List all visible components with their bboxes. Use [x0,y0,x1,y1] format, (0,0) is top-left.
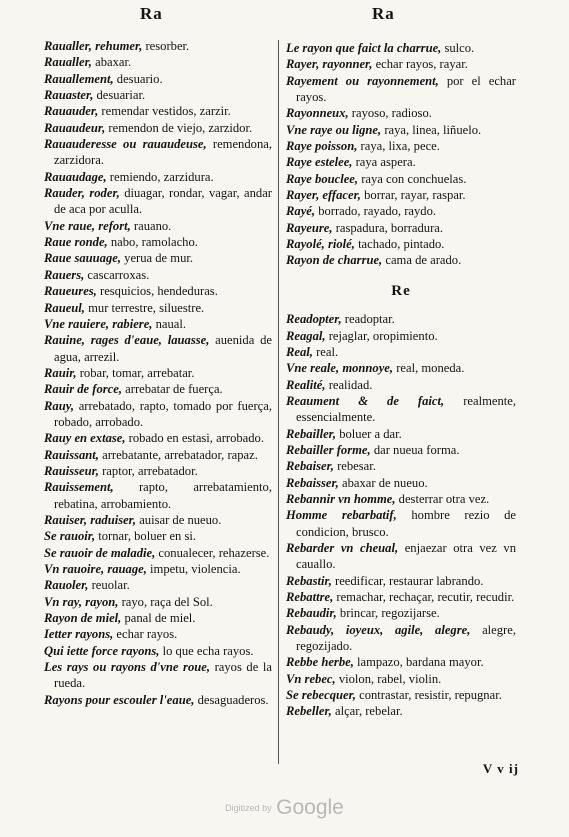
dictionary-entry [44,692,272,708]
left-column [44,38,272,708]
entry-translation: raya aspera. [355,155,416,170]
entry-headword: Raue ronde, [44,235,108,250]
entry-translation: lampazo, bardana mayor. [357,655,484,670]
entry-headword: Vne raue, refort, [44,218,131,233]
entry-translation: hombre rezio de condicion, brusco. [296,508,517,539]
entry-translation: reuolar. [91,578,130,593]
dictionary-entry [44,136,272,169]
entry-translation: desuario. [116,71,163,86]
entry-headword: Rebannir vn homme, [286,491,396,506]
entry-headword: Vn rebec, [286,671,336,686]
dictionary-entry [286,377,516,393]
entry-headword: Rebaisser, [286,475,339,490]
entry-translation: nabo, ramolacho. [110,235,198,250]
entry-translation: diuagar, rondar, vagar, andar de aca por aculla. [54,186,272,217]
entry-translation: desterrar otra vez. [398,491,490,506]
dictionary-entry [44,430,272,446]
entry-headword: Reaument & de faict, [286,393,445,408]
entry-headword: Raye poisson, [286,139,358,154]
entry-headword: Rauder, roder, [44,186,120,201]
entry-headword: Rebattre, [286,590,334,604]
ra-entries [286,40,516,269]
entry-headword: Rayolé, riolé, [286,237,355,252]
dictionary-entry [44,54,272,70]
entry-translation: raya, linea, liñuelo. [384,122,482,137]
entry-headword: Rauallеr, rehumer, [44,39,143,53]
entry-translation: realidad. [328,377,373,392]
dictionary-entry [286,122,516,138]
entry-translation: realmente, essencialmente. [296,393,516,425]
entry-translation: rapto, arrebatamiento, rebatina, arrobamiento. [54,480,272,511]
entry-headword: Se rebecquer, [286,688,356,703]
running-head-right: Ra [372,4,395,23]
entry-translation: remiendo, zarzidura. [109,169,214,184]
entry-headword: Rauir de force, [44,382,123,397]
section-heading-re: Re [391,282,411,299]
entry-translation: enjaezar otra vez vn cauallo. [296,540,517,572]
dictionary-entry [44,463,272,479]
entry-headword: Real, [286,344,313,359]
entry-translation: alegre, regozijado. [296,622,516,654]
entry-translation: contrastar, resistir, repugnar. [359,688,502,703]
dictionary-entry [44,545,272,561]
entry-headword: Rayeure, [286,220,333,235]
entry-headword: Rauallement, [44,71,114,86]
right-column [286,40,516,720]
entry-translation: raspadura, borradura. [335,220,444,235]
entry-headword: Rebailler, [286,426,337,441]
dictionary-entry [44,528,272,544]
dictionary-entry [286,138,516,154]
entry-headword: Rebeller, [286,704,332,719]
entry-translation: arrebatar de fuerça. [125,382,223,397]
dictionary-entry [44,250,272,266]
dictionary-entry [286,154,516,170]
entry-headword: Rayé, [286,204,316,219]
dictionary-entry [44,103,272,119]
entry-translation: violon, rabel, violin. [338,671,442,686]
dictionary-entry [286,252,516,268]
entry-translation: raya, lixa, pece. [360,139,440,154]
entry-headword: Rauiser, raduiser, [44,512,137,527]
entry-headword: Vne raye ou ligne, [286,122,382,137]
dictionary-entry [286,475,516,491]
dictionary-entry [44,234,272,250]
entry-headword: Rebaudir, [286,606,337,621]
entry-headword: Rauir, [44,365,77,380]
dictionary-entry [44,610,272,626]
entry-translation: panal de miel. [124,611,196,626]
entry-translation: tachado, pintado. [358,237,445,252]
entry-headword: Raue sauuage, [44,251,121,266]
entry-translation: resorber. [145,39,190,53]
watermark-prefix: Digitized by [225,803,272,813]
entry-translation: real, moneda. [396,361,465,376]
dictionary-entry [286,573,516,589]
entry-translation: tornar, boluer en si. [98,529,197,544]
entry-headword: Rauissant, [44,447,99,462]
entry-headword: Raye bouclee, [286,171,359,186]
entry-translation: abaxar de nueuo. [342,475,428,490]
dictionary-entry [44,398,272,431]
entry-translation: cascarroxas. [87,267,150,282]
entry-translation: raya con conchuelas. [361,171,467,186]
entry-headword: Rauy en extase, [44,431,126,446]
entry-translation: auisar de nueuo. [139,512,222,527]
entry-translation: remendar vestidos, zarzir. [101,104,231,119]
entry-translation: abaxar. [95,55,132,70]
dictionary-entry [286,328,516,344]
entry-translation: borrado, rayado, raydo. [318,204,437,219]
entry-translation: sulco. [444,41,475,55]
dictionary-entry [286,393,516,426]
entry-translation: desuariar. [96,88,146,103]
entry-headword: Realité, [286,377,326,392]
dictionary-entry [286,236,516,252]
dictionary-entry [44,169,272,185]
dictionary-entry [44,561,272,577]
entry-headword: Rebbe herbe, [286,655,354,670]
entry-headword: Rayement ou rayonnement, [286,73,439,88]
entry-translation: echar rayos. [116,627,178,642]
dictionary-entry [286,687,516,703]
entry-translation: brincar, regozijarse. [339,606,440,621]
entry-translation: real. [316,344,339,359]
entry-headword: Rayon de miel, [44,611,122,626]
dictionary-entry [286,589,516,605]
dictionary-entry [286,671,516,687]
entry-translation: boluer a dar. [339,426,402,441]
entry-translation: rauano. [133,218,172,233]
entry-headword: Rauine, rages d'eaue, lauasse, [44,333,210,348]
entry-headword: Rauauderesse ou rauaudeuse, [44,137,207,152]
dictionary-entry [286,491,516,507]
entry-headword: Se rauoir, [44,529,96,544]
entry-headword: Rayer, rayonner, [286,57,373,72]
dictionary-entry [286,73,516,106]
dictionary-entry [286,171,516,187]
dictionary-entry [44,643,272,659]
dictionary-entry [286,458,516,474]
dictionary-entry [44,479,272,512]
entry-translation: raptor, arrebatador. [102,463,198,478]
entry-headword: Les rays ou rayons d'vne roue, [44,660,210,675]
entry-translation: remendon de viejo, zarzidor. [108,120,253,135]
dictionary-entry [44,71,272,87]
entry-headword: Raueures, [44,284,97,299]
entry-translation: echar rayos, rayar. [375,57,468,72]
entry-translation: mur terrestre, siluestre. [88,300,205,315]
dictionary-entry [44,512,272,528]
entry-translation: yerua de mur. [124,251,194,266]
entry-translation: por el echar rayos. [296,73,516,105]
entry-headword: Ietter rayons, [44,627,114,642]
entry-translation: rebesar. [337,459,376,474]
dictionary-entry [44,447,272,463]
dictionary-entry [44,185,272,218]
dictionary-entry [44,38,272,54]
entry-headword: Rauaudage, [44,169,107,184]
entry-headword: Raye estelee, [286,155,353,170]
entry-translation: arrebatado, rapto, tomado por fuerça, robado, arrobado. [54,398,272,429]
dictionary-entry [44,87,272,103]
dictionary-entry [44,120,272,136]
dictionary-entry [286,344,516,360]
entry-headword: Vne rauiere, rabiere, [44,316,153,331]
dictionary-entry [286,426,516,442]
entry-translation: desaguaderos. [197,692,269,707]
entry-translation: robado en estasi, arrobado. [128,431,265,446]
entry-headword: Rebaiser, [286,459,334,474]
entry-translation: dar nueua forma. [373,442,460,457]
entry-translation: rayos de la rueda. [54,660,272,691]
dictionary-entry [286,56,516,72]
entry-headword: Vne reale, monnoye, [286,361,394,376]
dictionary-entry [286,654,516,670]
entry-headword: Rayonneux, [286,106,349,121]
dictionary-entry [286,220,516,236]
dictionary-entry [44,316,272,332]
entry-translation: resquicios, hendeduras. [100,284,218,299]
watermark-logo: Google [276,796,344,819]
dictionary-entry [44,381,272,397]
entry-headword: Rayon de charrue, [286,253,383,268]
dictionary-entry [44,365,272,381]
dictionary-entry [286,360,516,376]
entry-translation: arrebatante, arrebatador, rapaz. [102,447,258,462]
dictionary-entry [44,267,272,283]
entry-translation: impetu, violencia. [150,562,241,576]
entry-headword: Rauisseur, [44,463,99,478]
entry-translation: rayoso, radioso. [351,106,432,121]
entry-headword: Rebailler forme, [286,442,371,457]
entry-translation: cama de arado. [385,253,462,268]
dictionary-entry [286,507,516,540]
dictionary-entry [286,311,516,327]
entry-headword: Rauallеr, [44,55,92,70]
dictionary-entry [44,577,272,593]
entry-headword: Rauy, [44,398,74,413]
entry-headword: Rayons pour escouler l'eaue, [44,692,195,707]
entry-translation: robar, tomar, arrebatar. [79,365,195,380]
dictionary-entry [286,442,516,458]
entry-translation: readoptar. [344,312,395,327]
dictionary-entry [286,105,516,121]
dictionary-entry [44,332,272,365]
entry-headword: Vn rauoire, rauage, [44,562,147,576]
dictionary-entry [286,622,516,655]
dictionary-entry [286,203,516,219]
entry-translation: auenida de agua, arrezil. [54,333,272,364]
running-head-left: Ra [140,4,163,23]
dictionary-entry [44,300,272,316]
entry-headword: Rebastir, [286,573,332,588]
dictionary-entry [44,594,272,610]
entry-translation: remachar, rechaçar, recutir, recudir. [336,590,515,604]
entry-headword: Rebaudy, ioyeux, agile, alegre, [286,622,471,637]
entry-headword: Reagal, [286,328,326,343]
entry-headword: Readopter, [286,312,342,327]
signature-mark: V v ij [482,761,519,776]
entry-headword: Rauoler, [44,578,89,593]
entry-headword: Rayer, effacer, [286,188,361,203]
dictionary-entry [44,626,272,642]
entry-translation: reedificar, restaurar labrando. [335,573,484,588]
re-entries [286,311,516,720]
column-divider [278,40,279,764]
dictionary-entry [44,218,272,234]
dictionary-entry [286,540,516,573]
entry-translation: conualecer, rehazerse. [158,545,270,560]
dictionary-entry [286,703,516,719]
entry-translation: rejaglar, oropimiento. [328,328,438,343]
dictionary-entry [44,659,272,692]
entry-headword: Rauauder, [44,104,99,119]
dictionary-entry [286,605,516,621]
entry-headword: Rauaster, [44,88,94,103]
entry-headword: Rebarder vn cheual, [286,540,399,555]
entry-translation: borrar, rayar, raspar. [364,188,466,203]
entry-translation: remendona, zarzidora. [54,137,272,168]
dictionary-entry [286,40,516,56]
entry-headword: Raueul, [44,300,85,315]
entry-headword: Rauaudeur, [44,120,106,135]
dictionary-entry [286,187,516,203]
entry-headword: Se rauoir de maladie, [44,545,156,560]
entry-translation: naual. [155,316,187,331]
entry-headword: Rauissement, [44,480,114,495]
entry-headword: Rauers, [44,267,85,282]
entry-headword: Homme rebarbatif, [286,508,397,523]
dictionary-entry [44,283,272,299]
entry-headword: Le rayon que faict la charrue, [286,41,442,55]
entry-translation: alçar, rebelar. [334,704,403,719]
entry-headword: Vn ray, rayon, [44,594,119,609]
entry-translation: rayo, raça del Sol. [121,594,213,609]
entry-translation: lo que echa rayos. [162,643,254,658]
digitized-watermark [0,796,569,820]
entry-headword: Qui iette force rayons, [44,643,160,658]
